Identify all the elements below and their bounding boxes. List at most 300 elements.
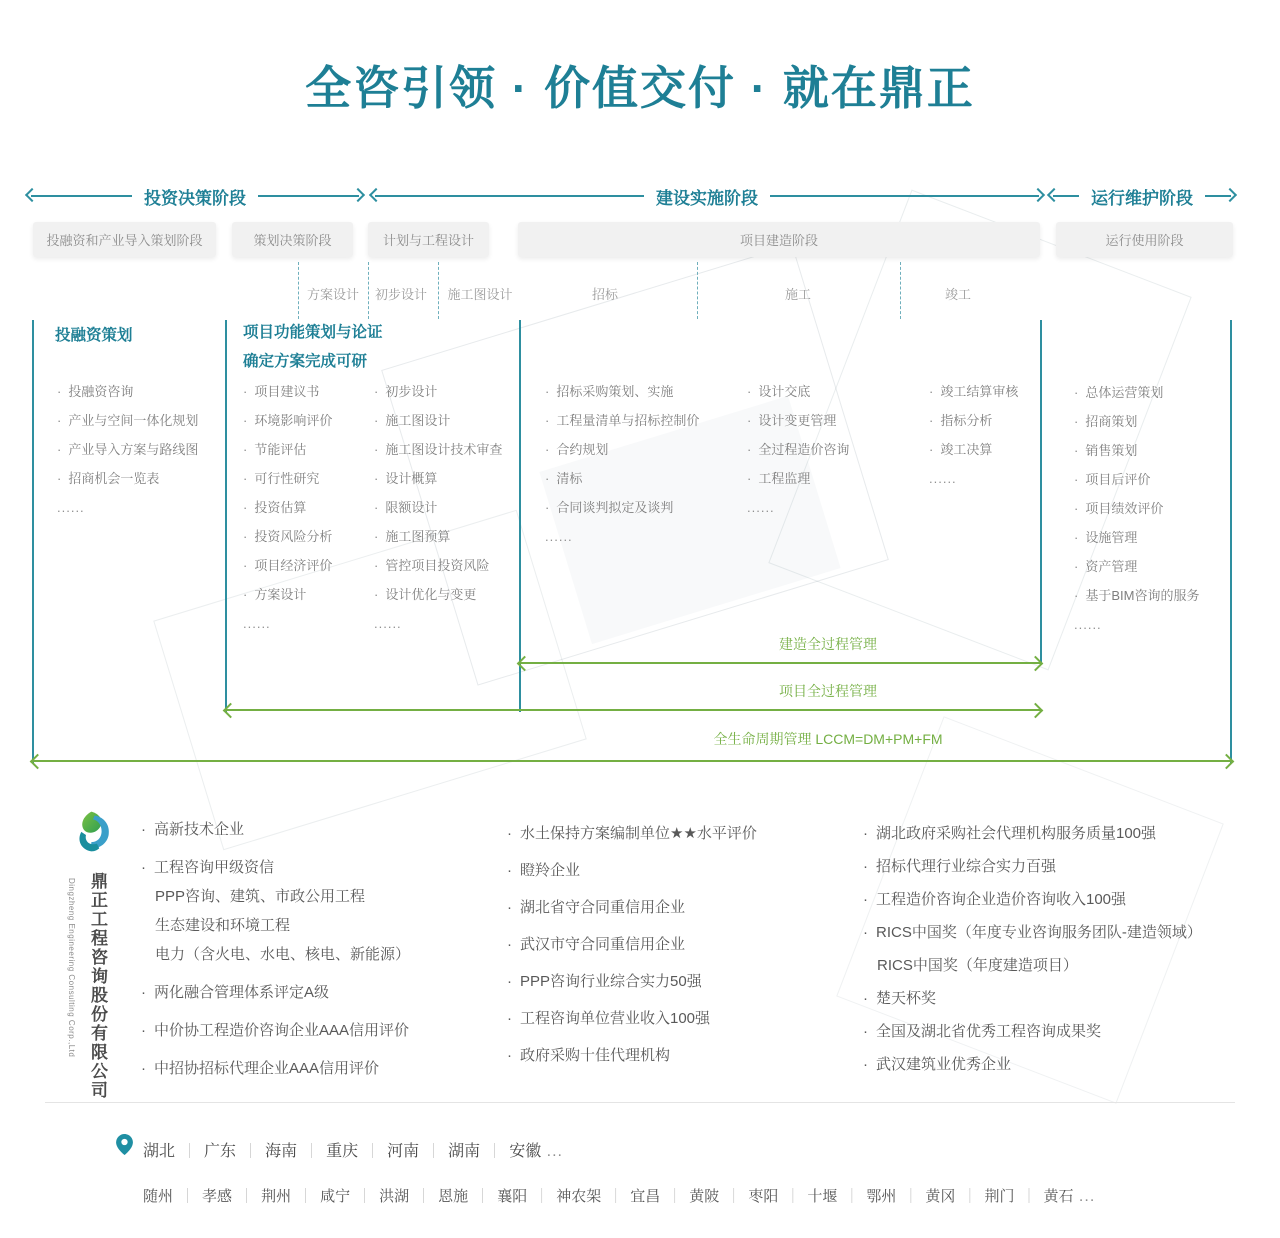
- dashed-divider: [438, 262, 439, 319]
- company-logo-icon: [68, 808, 118, 867]
- item-text: 投资估算: [254, 500, 307, 515]
- bullet-dot: ·: [374, 384, 379, 399]
- dashed-divider: [900, 262, 901, 319]
- separator: ｜: [608, 1188, 624, 1205]
- separator: ｜: [426, 1143, 442, 1160]
- bullet-dot: ·: [57, 471, 62, 486]
- item-text: 初步设计: [385, 384, 438, 399]
- separator: ｜: [182, 1143, 198, 1160]
- mgmt-arrow-line-project: [225, 709, 1041, 711]
- item-text: ......: [1074, 617, 1102, 632]
- item-text: 施工图设计: [385, 413, 451, 428]
- credential-item: [507, 859, 757, 882]
- location-name: 神农架: [556, 1188, 602, 1205]
- item-text: 水土保持方案编制单位★★水平评价: [520, 825, 757, 842]
- item-text: 武汉建筑业优秀企业: [876, 1056, 1012, 1073]
- service-item: [929, 410, 1018, 432]
- item-text: 设施管理: [1085, 530, 1138, 545]
- stage-box-financing: 投融资和产业导入策划阶段: [33, 222, 216, 257]
- service-item: [57, 410, 198, 432]
- service-item: [374, 381, 502, 403]
- item-text: PPP咨询、建筑、市政公用工程: [155, 888, 366, 905]
- separator: ｜: [475, 1188, 491, 1205]
- item-text: 销售策划: [1085, 443, 1138, 458]
- credential-item: [141, 981, 410, 1004]
- service-column-plan-left: [243, 381, 332, 642]
- service-column-completion: [929, 381, 1018, 497]
- bullet-dot: ·: [243, 500, 248, 515]
- bullet-dot: ·: [507, 1010, 512, 1027]
- phase-label-construction: 建设实施阶段: [644, 184, 770, 209]
- separator: ｜: [903, 1188, 919, 1205]
- service-item: [1074, 469, 1199, 491]
- bullet-dot: ·: [243, 558, 248, 573]
- item-text: 限额设计: [385, 500, 438, 515]
- item-text: 楚天杯奖: [876, 990, 937, 1007]
- substage-label-bidding: 招标: [591, 287, 619, 302]
- service-item: [1074, 382, 1199, 404]
- stage-box-build: 项目建造阶段: [518, 222, 1040, 257]
- credential-item: [507, 933, 757, 956]
- item-text: 设计概算: [385, 471, 438, 486]
- item-text: 瞪羚企业: [520, 862, 581, 879]
- location-name: 宜昌: [630, 1188, 661, 1205]
- substage-label-preliminary-design: 初步设计: [374, 287, 428, 302]
- credential-item: [507, 1044, 757, 1067]
- bullet-dot: ·: [863, 1023, 868, 1040]
- separator: ｜: [357, 1188, 373, 1205]
- bullet-dot: ·: [863, 858, 868, 875]
- service-item: [374, 526, 502, 548]
- bullet-dot: ·: [1074, 472, 1079, 487]
- service-column-plan-right: [374, 381, 502, 642]
- separator: ｜: [416, 1188, 432, 1205]
- column-line: [1230, 320, 1232, 763]
- dashed-divider: [298, 262, 299, 319]
- phase-arrow-operation: [1048, 185, 1236, 207]
- item-text: 工程造价咨询企业造价咨询收入100强: [876, 891, 1127, 908]
- item-text: 设计变更管理: [758, 413, 837, 428]
- arrowhead-right-icon: [1223, 188, 1237, 202]
- bullet-dot: ·: [243, 413, 248, 428]
- credentials-column-1: [141, 818, 410, 1080]
- bullet-dot: ·: [507, 1047, 512, 1064]
- separator: ｜: [487, 1143, 503, 1160]
- credential-item: [863, 1020, 1202, 1043]
- dashed-divider: [368, 262, 369, 319]
- phase-arrow-construction: [370, 185, 1044, 207]
- item-text: 投资风险分析: [254, 529, 333, 544]
- service-item: [929, 439, 1018, 461]
- location-name: 荆州: [261, 1188, 292, 1205]
- service-item: [1074, 498, 1199, 520]
- service-item: [374, 468, 502, 490]
- service-item: [243, 381, 332, 403]
- service-item: [243, 526, 332, 548]
- bullet-dot: ·: [374, 471, 379, 486]
- bullet-dot: ·: [141, 984, 146, 1001]
- service-item: [929, 381, 1018, 403]
- bullet-dot: ·: [243, 529, 248, 544]
- province-list: [143, 1138, 563, 1161]
- service-item: [57, 497, 198, 519]
- substage-label-working-drawing: 施工图设计: [447, 287, 513, 302]
- city-list: [143, 1185, 1095, 1206]
- item-text: 竣工结算审核: [940, 384, 1019, 399]
- substage-label-scheme-design: 方案设计: [306, 287, 360, 302]
- arrowhead-right-icon: [351, 188, 365, 202]
- item-text: 工程咨询甲级资信: [154, 859, 275, 876]
- item-text: ......: [545, 529, 573, 544]
- credential-item: [863, 888, 1202, 911]
- service-item: [1074, 556, 1199, 578]
- item-text: 施工图设计技术审查: [385, 442, 503, 457]
- item-text: 招标采购策划、实施: [556, 384, 674, 399]
- item-text: 合约规划: [556, 442, 609, 457]
- credential-item: [507, 1007, 757, 1030]
- column-header-investment-planning: 投融资策划: [55, 327, 133, 344]
- company-name-vertical: 鼎正工程咨询股份有限公司: [88, 872, 107, 1100]
- location-name: 恩施: [438, 1188, 469, 1205]
- column-line: [1040, 320, 1042, 665]
- location-name: 海南: [265, 1143, 298, 1160]
- bullet-dot: ·: [243, 471, 248, 486]
- credential-item: [141, 856, 410, 879]
- item-text: 招标代理行业综合实力百强: [876, 858, 1057, 875]
- stage-box-design: 计划与工程设计: [368, 222, 489, 257]
- location-name: 荆门: [984, 1188, 1015, 1205]
- separator: ｜: [180, 1188, 196, 1205]
- bullet-dot: ·: [1074, 385, 1079, 400]
- bullet-dot: ·: [863, 825, 868, 842]
- location-name: 重庆: [326, 1143, 359, 1160]
- service-item: [747, 468, 849, 490]
- service-item: [747, 410, 849, 432]
- phase-label-investment: 投资决策阶段: [132, 184, 258, 209]
- bullet-dot: ·: [1074, 501, 1079, 516]
- location-name: 河南: [387, 1143, 420, 1160]
- service-item: [243, 439, 332, 461]
- location-name: 广东: [204, 1143, 237, 1160]
- credential-item: [863, 954, 1202, 977]
- item-text: 节能评估: [254, 442, 307, 457]
- service-item: [747, 439, 849, 461]
- service-item: [243, 613, 332, 635]
- credential-item: [863, 921, 1202, 944]
- item-text: 项目建议书: [254, 384, 320, 399]
- service-item: [374, 497, 502, 519]
- item-text: 全过程造价咨询: [758, 442, 850, 457]
- item-text: 施工图预算: [385, 529, 451, 544]
- service-item: [545, 439, 699, 461]
- bullet-dot: ·: [141, 859, 146, 876]
- item-text: 竣工决算: [940, 442, 993, 457]
- item-text: 设计优化与变更: [385, 587, 477, 602]
- location-name: 孝感: [202, 1188, 233, 1205]
- service-column-operation: [1074, 382, 1199, 643]
- service-item: [1074, 527, 1199, 549]
- bullet-dot: ·: [374, 413, 379, 428]
- phase-arrow-investment: [26, 185, 364, 207]
- service-item: [243, 497, 332, 519]
- item-text: 工程监理: [758, 471, 811, 486]
- bullet-dot: ·: [929, 413, 934, 428]
- location-name: 洪湖: [379, 1188, 410, 1205]
- item-text: ......: [929, 471, 957, 486]
- location-name: 黄陂: [689, 1188, 720, 1205]
- service-item: [374, 555, 502, 577]
- location-name: 随州: [143, 1188, 174, 1205]
- item-text: ......: [57, 500, 85, 515]
- separator: ｜: [304, 1143, 320, 1160]
- service-item: [374, 410, 502, 432]
- separator: ｜: [785, 1188, 801, 1205]
- bullet-dot: ·: [1074, 530, 1079, 545]
- separator: ｜: [962, 1188, 978, 1205]
- separator: ｜: [667, 1188, 683, 1205]
- item-text: 生态建设和环境工程: [155, 917, 291, 934]
- item-text: PPP咨询行业综合实力50强: [520, 973, 702, 990]
- column-header-project-planning-line2: 确定方案完成可研: [243, 353, 368, 370]
- credential-item: [863, 855, 1202, 878]
- mgmt-arrow-label-build: 建造全过程管理: [779, 636, 877, 652]
- bullet-dot: ·: [57, 413, 62, 428]
- substage-label-completion: 竣工: [944, 287, 972, 302]
- credential-item: [863, 987, 1202, 1010]
- item-text: 设计交底: [758, 384, 811, 399]
- service-item: [545, 381, 699, 403]
- bullet-dot: ·: [545, 500, 550, 515]
- service-item: [243, 584, 332, 606]
- item-text: 招商策划: [1085, 414, 1138, 429]
- bullet-dot: ·: [141, 1060, 146, 1077]
- bullet-dot: ·: [374, 558, 379, 573]
- item-text: 项目经济评价: [254, 558, 333, 573]
- bullet-dot: ·: [507, 936, 512, 953]
- bullet-dot: ·: [507, 862, 512, 879]
- item-text: RICS中国奖（年度专业咨询服务团队-建造领域）: [876, 924, 1202, 941]
- credential-item: [507, 896, 757, 919]
- bullet-dot: ·: [57, 384, 62, 399]
- company-name-en-vertical: Dingzheng Engineering Consulting Corp.,Ltd: [67, 878, 76, 1058]
- bullet-dot: ·: [1074, 588, 1079, 603]
- location-name: 枣阳: [748, 1188, 779, 1205]
- service-item: [929, 468, 1018, 490]
- item-text: ......: [243, 616, 271, 631]
- credential-item: [141, 818, 410, 841]
- item-text: 项目绩效评价: [1085, 501, 1164, 516]
- credential-item: [141, 1019, 410, 1042]
- background-sketch: [153, 510, 587, 851]
- credential-item: [507, 822, 757, 845]
- bullet-dot: ·: [507, 973, 512, 990]
- item-text: 环境影响评价: [254, 413, 333, 428]
- location-name: 湖南: [448, 1143, 481, 1160]
- service-item: [57, 439, 198, 461]
- service-column-invest: [57, 381, 198, 526]
- column-line: [519, 320, 521, 712]
- item-text: 指标分析: [940, 413, 993, 428]
- service-item: [243, 410, 332, 432]
- service-item: [545, 410, 699, 432]
- item-text: 产业与空间一体化规划: [68, 413, 199, 428]
- separator: ｜: [365, 1143, 381, 1160]
- item-text: 电力（含火电、水电、核电、新能源）: [155, 946, 411, 963]
- separator: ｜: [534, 1188, 550, 1205]
- item-text: 政府采购十佳代理机构: [520, 1047, 671, 1064]
- bullet-dot: ·: [545, 384, 550, 399]
- location-name: 黄石: [1043, 1188, 1074, 1205]
- bullet-dot: ·: [243, 384, 248, 399]
- service-item: [374, 439, 502, 461]
- service-column-construction: [747, 381, 849, 526]
- item-text: 总体运营策划: [1085, 385, 1164, 400]
- service-item: [1074, 614, 1199, 636]
- bullet-dot: ·: [545, 442, 550, 457]
- separator: ｜: [844, 1188, 860, 1205]
- service-item: [243, 468, 332, 490]
- substage-label-construction: 施工: [784, 287, 812, 302]
- credential-item: [863, 1053, 1202, 1076]
- item-text: 武汉市守合同重信用企业: [520, 936, 686, 953]
- item-text: 管控项目投资风险: [385, 558, 490, 573]
- bullet-dot: ·: [243, 442, 248, 457]
- bullet-dot: ·: [141, 1022, 146, 1039]
- bullet-dot: ·: [545, 471, 550, 486]
- item-text: 湖北省守合同重信用企业: [520, 899, 686, 916]
- service-item: [57, 381, 198, 403]
- bullet-dot: ·: [374, 587, 379, 602]
- separator: ｜: [298, 1188, 314, 1205]
- separator: ｜: [239, 1188, 255, 1205]
- bullet-dot: ·: [374, 529, 379, 544]
- item-text: 方案设计: [254, 587, 307, 602]
- bullet-dot: ·: [929, 442, 934, 457]
- bullet-dot: ·: [374, 442, 379, 457]
- item-text: 可行性研究: [254, 471, 320, 486]
- bullet-dot: ·: [507, 825, 512, 842]
- bullet-dot: ·: [1074, 559, 1079, 574]
- service-item: [374, 584, 502, 606]
- item-text: 基于BIM咨询的服务: [1085, 588, 1200, 603]
- column-header-project-planning-line1: 项目功能策划与论证: [243, 324, 383, 341]
- service-item: [1074, 440, 1199, 462]
- credentials-column-2: [507, 822, 757, 1067]
- bullet-dot: ·: [57, 442, 62, 457]
- section-divider: [45, 1102, 1235, 1103]
- item-text: 资产管理: [1085, 559, 1138, 574]
- bullet-dot: ·: [141, 821, 146, 838]
- item-text: 投融资咨询: [68, 384, 134, 399]
- item-text: 工程量清单与招标控制价: [556, 413, 700, 428]
- dashed-divider: [697, 262, 698, 319]
- credential-item: [863, 822, 1202, 845]
- bullet-dot: ·: [747, 442, 752, 457]
- service-item: [747, 381, 849, 403]
- column-line: [32, 320, 34, 763]
- bullet-dot: ·: [1074, 443, 1079, 458]
- item-text: 两化融合管理体系评定A级: [154, 984, 330, 1001]
- bullet-dot: ·: [863, 891, 868, 908]
- location-name: 湖北: [143, 1143, 176, 1160]
- bullet-dot: ·: [747, 384, 752, 399]
- bullet-dot: ·: [243, 587, 248, 602]
- service-item: [57, 468, 198, 490]
- column-line: [225, 320, 227, 712]
- bullet-dot: ·: [747, 413, 752, 428]
- stage-box-decision: 策划决策阶段: [232, 222, 353, 257]
- item-text: 湖北政府采购社会代理机构服务质量100强: [876, 825, 1157, 842]
- mgmt-arrow-line-lifecycle: [32, 760, 1232, 762]
- service-item: [545, 468, 699, 490]
- location-pin-icon: [116, 1134, 133, 1160]
- bullet-dot: ·: [1074, 414, 1079, 429]
- item-text: 合同谈判拟定及谈判: [556, 500, 674, 515]
- more-ellipsis: ...: [541, 1143, 563, 1160]
- separator: ｜: [243, 1143, 259, 1160]
- item-text: 全国及湖北省优秀工程咨询成果奖: [876, 1023, 1102, 1040]
- bullet-dot: ·: [863, 990, 868, 1007]
- location-name: 黄冈: [925, 1188, 956, 1205]
- credential-item: [141, 1057, 410, 1080]
- service-item: [545, 497, 699, 519]
- separator: ｜: [1021, 1188, 1037, 1205]
- location-name: 十堰: [807, 1188, 838, 1205]
- separator: ｜: [726, 1188, 742, 1205]
- credential-item: [507, 970, 757, 993]
- bullet-dot: ·: [747, 471, 752, 486]
- location-name: 襄阳: [497, 1188, 528, 1205]
- credential-item: [141, 943, 410, 966]
- credential-item: [141, 885, 410, 908]
- mgmt-arrow-label-project: 项目全过程管理: [779, 683, 877, 699]
- more-ellipsis: ...: [1073, 1188, 1096, 1205]
- location-name: 安徽: [509, 1143, 542, 1160]
- item-text: 中价协工程造价咨询企业AAA信用评价: [154, 1022, 410, 1039]
- location-name: 鄂州: [866, 1188, 897, 1205]
- item-text: 工程咨询单位营业收入100强: [520, 1010, 711, 1027]
- stage-box-operation: 运行使用阶段: [1056, 222, 1233, 257]
- bullet-dot: ·: [863, 924, 868, 941]
- credentials-column-3: [863, 822, 1202, 1076]
- bullet-dot: ·: [863, 1056, 868, 1073]
- service-item: [1074, 411, 1199, 433]
- credential-item: [141, 914, 410, 937]
- page-title: 全咨引领 · 价值交付 · 就在鼎正: [305, 62, 975, 114]
- mgmt-arrow-line-build: [519, 662, 1041, 664]
- item-text: 产业导入方案与路线图: [68, 442, 199, 457]
- bullet-dot: ·: [507, 899, 512, 916]
- item-text: 招商机会一览表: [68, 471, 160, 486]
- item-text: ......: [374, 616, 402, 631]
- item-text: RICS中国奖（年度建造项目）: [877, 957, 1078, 974]
- service-item: [1074, 585, 1199, 607]
- service-item: [374, 613, 502, 635]
- item-text: 项目后评价: [1085, 472, 1151, 487]
- item-text: 清标: [556, 471, 583, 486]
- item-text: 高新技术企业: [154, 821, 245, 838]
- bullet-dot: ·: [374, 500, 379, 515]
- service-column-bid: [545, 381, 699, 555]
- location-name: 咸宁: [320, 1188, 351, 1205]
- service-item: [747, 497, 849, 519]
- service-item: [545, 526, 699, 548]
- bullet-dot: ·: [545, 413, 550, 428]
- arrowhead-right-icon: [1031, 188, 1045, 202]
- item-text: ......: [747, 500, 775, 515]
- item-text: 中招协招标代理企业AAA信用评价: [154, 1060, 380, 1077]
- mgmt-arrow-label-lifecycle: 全生命周期管理 LCCM=DM+PM+FM: [713, 731, 943, 747]
